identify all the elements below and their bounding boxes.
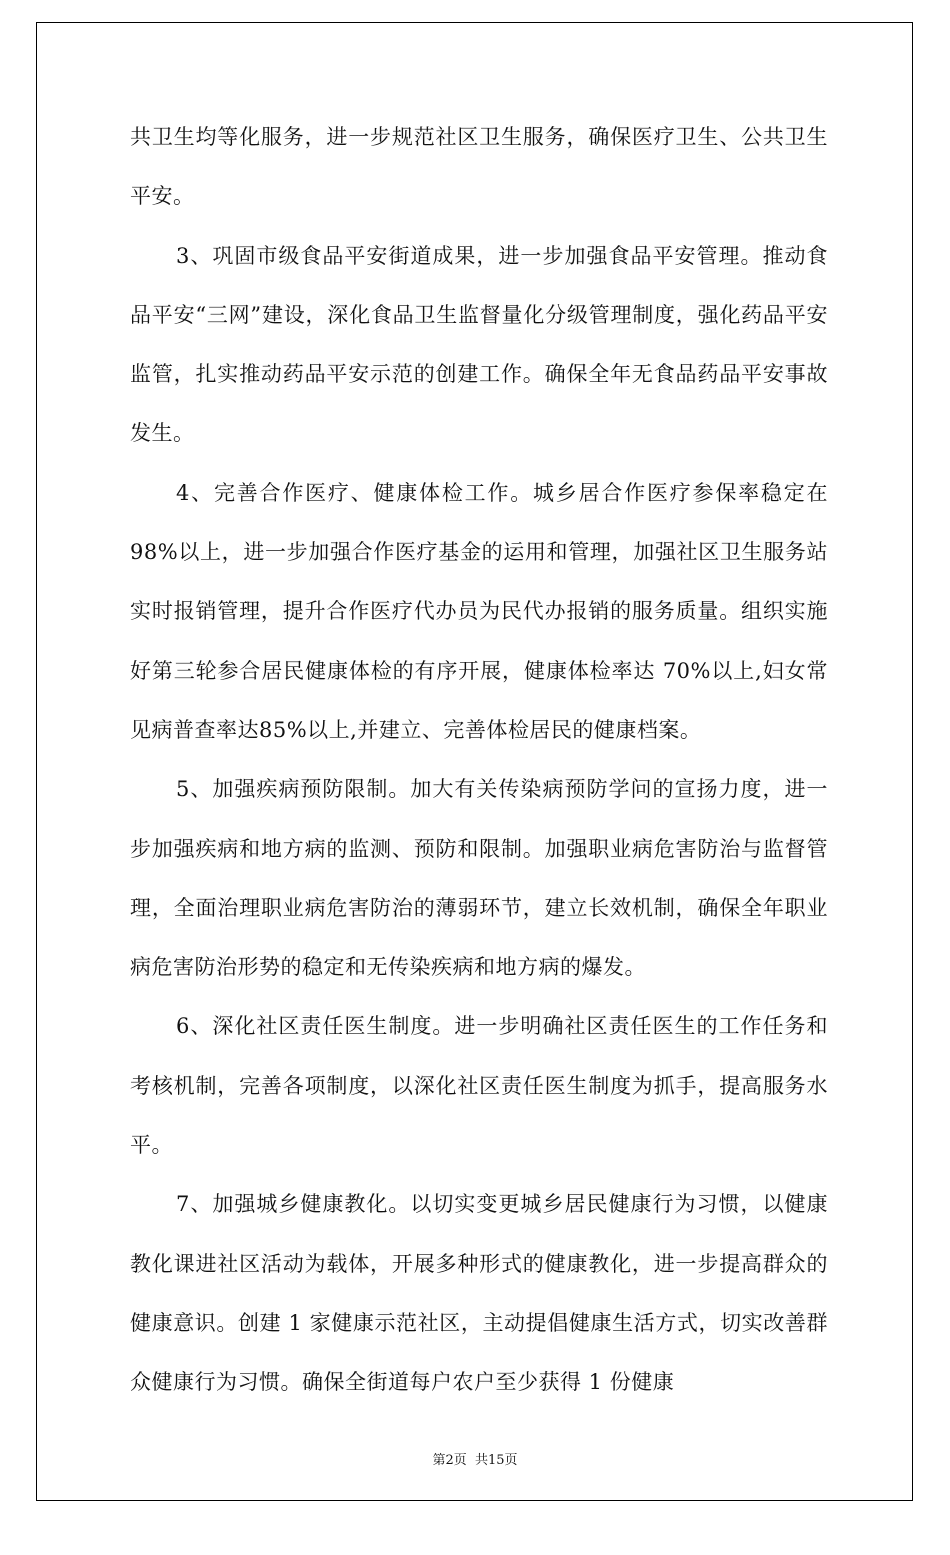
paragraph-item-5: 5、加强疾病预防限制。加大有关传染病预防学问的宣扬力度，进一步加强疾病和地方病的监测、预防和限制。加强职业病危害防治与监督管理，全面治理职业病危害防治的薄弱环节，建立长效机制，确保全年职业病危害防治形势的稳定和无传染疾病和地方病的爆发。 [130, 777, 828, 980]
paragraph-continuation: 共卫生均等化服务，进一步规范社区卫生服务，确保医疗卫生、公共卫生平安。 [130, 125, 828, 209]
paragraph-item-6: 6、深化社区责任医生制度。进一步明确社区责任医生的工作任务和考核机制，完善各项制度，以深化社区责任医生制度为抓手，提高服务水平。 [130, 1014, 828, 1158]
paragraph-item-7: 7、加强城乡健康教化。以切实变更城乡居民健康行为习惯，以健康教化课进社区活动为载体，开展多种形式的健康教化，进一步提高群众的健康意识。创建 1 家健康示范社区，主动提倡健康生活方式，切实改善群众健康行为习惯。确保全街道每户农户至少获得 1 份健康 [130, 1192, 828, 1395]
document-body [130, 108, 828, 1413]
paragraph-item-4: 4、完善合作医疗、健康体检工作。城乡居合作医疗参保率稳定在98%以上，进一步加强合作医疗基金的运用和管理，加强社区卫生服务站实时报销管理，提升合作医疗代办员为民代办报销的服务质量。组织实施好第三轮参合居民健康体检的有序开展，健康体检率达 70%以上,妇女常见病普查率达85%以上,并建立、完善体检居民的健康档案。 [130, 480, 828, 742]
paragraph-item-3: 3、巩固市级食品平安街道成果，进一步加强食品平安管理。推动食品平安“三网”建设，深化食品卫生监督量化分级管理制度，强化药品平安监管，扎实推动药品平安示范的创建工作。确保全年无食品药品平安事故发生。 [130, 243, 828, 446]
page-number-footer: 第2页 共15页 [432, 1453, 518, 1468]
